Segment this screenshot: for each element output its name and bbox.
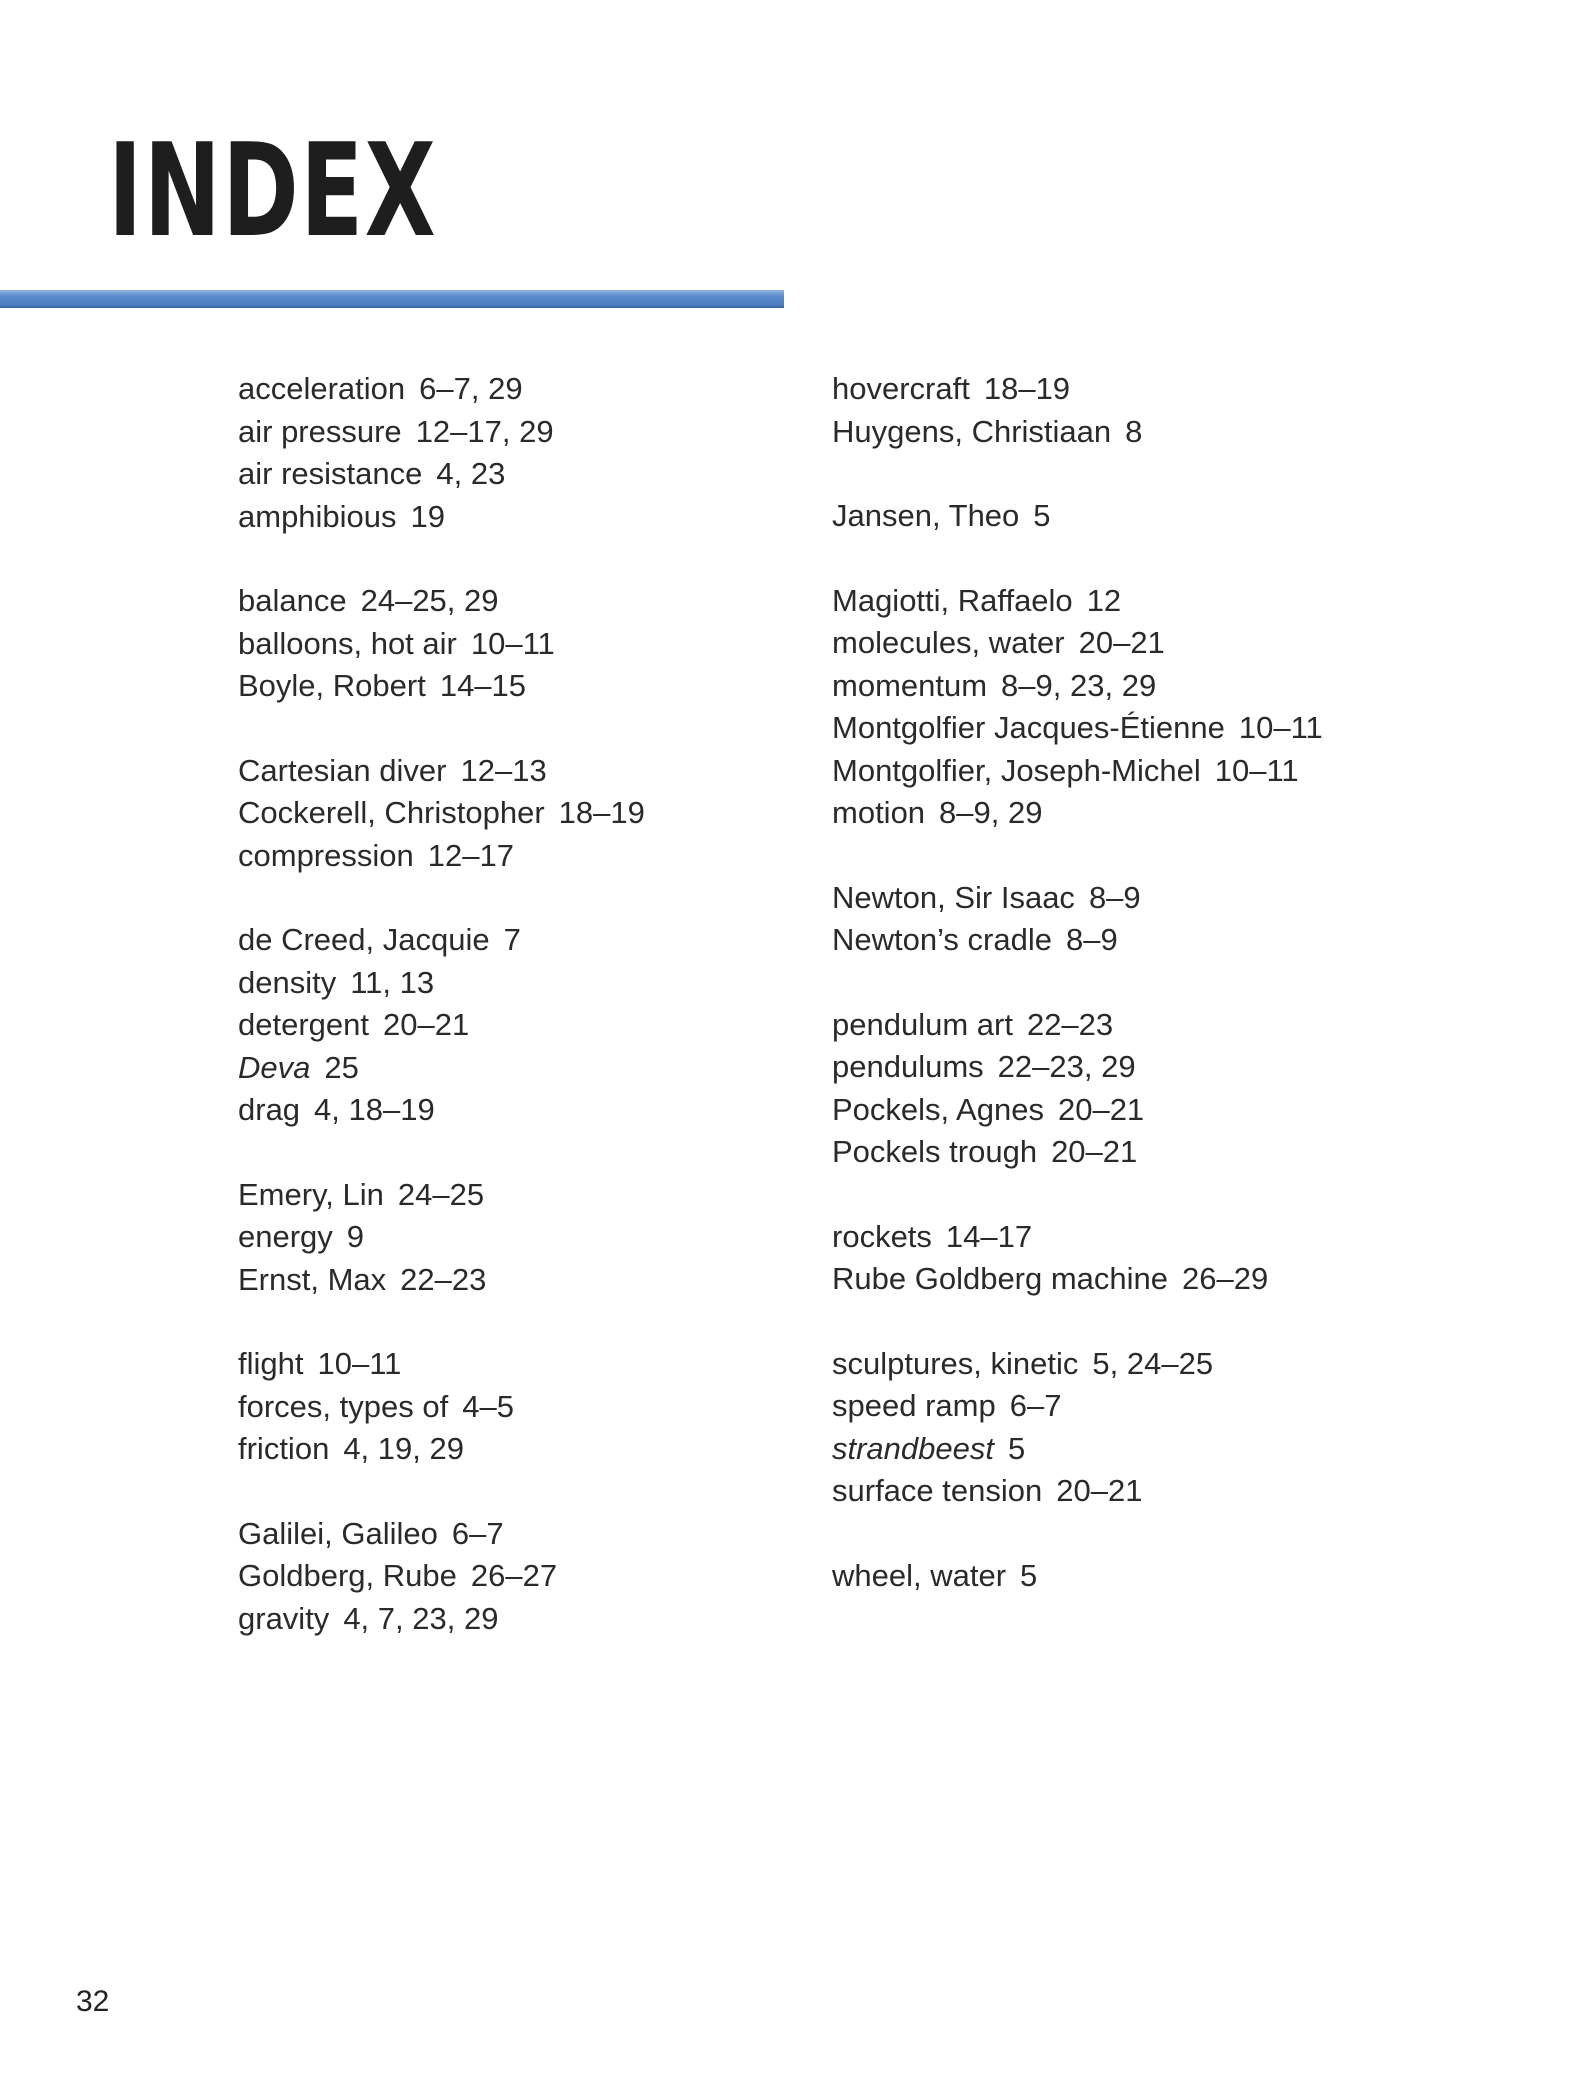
index-pages: 4, 19, 29 <box>343 1431 464 1466</box>
index-term: speed ramp <box>832 1388 996 1423</box>
index-pages: 12 <box>1086 582 1122 618</box>
index-entry <box>238 1089 645 1132</box>
index-term: forces, types of <box>238 1388 449 1424</box>
index-pages: 25 <box>324 1049 359 1085</box>
index-pages: 20–21 <box>1051 1134 1138 1169</box>
index-term: Pockels, Agnes <box>832 1091 1044 1127</box>
index-term: sculptures, kinetic <box>832 1345 1079 1381</box>
index-term: air pressure <box>238 413 402 449</box>
index-entry <box>832 495 1323 538</box>
index-term: density <box>238 964 337 1000</box>
index-entry <box>238 1259 645 1302</box>
index-entry <box>238 453 645 496</box>
index-entry <box>832 622 1323 665</box>
index-term: pendulums <box>832 1049 984 1084</box>
index-group <box>238 1343 645 1471</box>
index-pages: 10–11 <box>1238 710 1323 745</box>
index-pages: 8–9, 23, 29 <box>1001 667 1157 703</box>
index-term: friction <box>238 1431 330 1466</box>
index-pages: 6–7 <box>1009 1388 1062 1423</box>
index-term: Pockels trough <box>832 1134 1038 1169</box>
index-pages: 19 <box>410 498 446 534</box>
index-entry <box>832 1555 1323 1598</box>
index-term: balloons, hot air <box>238 625 457 661</box>
index-pages: 22–23 <box>1026 1006 1114 1042</box>
index-entry <box>238 750 645 793</box>
index-group <box>832 1216 1323 1301</box>
index-entry <box>238 1174 645 1217</box>
index-entry <box>832 792 1323 835</box>
index-pages: 20–21 <box>1056 1473 1143 1508</box>
index-pages: 14–17 <box>945 1218 1033 1254</box>
index-pages: 18–19 <box>558 795 645 830</box>
index-term: Montgolfier Jacques-Étienne <box>832 710 1225 745</box>
index-pages: 8–9, 29 <box>939 795 1043 830</box>
index-term: surface tension <box>832 1473 1043 1508</box>
index-pages: 12–13 <box>460 752 547 788</box>
index-entry <box>238 368 645 411</box>
index-entry <box>238 1386 645 1429</box>
index-pages: 26–29 <box>1182 1261 1269 1296</box>
index-entry <box>238 580 645 623</box>
index-term: balance <box>238 583 347 618</box>
index-entry <box>832 368 1323 411</box>
index-pages: 6–7, 29 <box>419 371 523 406</box>
index-entry <box>238 792 645 835</box>
index-term: drag <box>238 1092 301 1127</box>
index-entry <box>238 1343 645 1386</box>
index-pages: 22–23 <box>400 1261 487 1297</box>
index-pages: 14–15 <box>439 668 527 703</box>
index-term: Newton’s cradle <box>832 922 1052 957</box>
index-pages: 8 <box>1125 413 1143 449</box>
index-term: Goldberg, Rube <box>238 1558 457 1593</box>
index-pages: 4, 18–19 <box>314 1092 435 1127</box>
index-entry <box>832 411 1323 454</box>
index-term: Montgolfier, Joseph-Michel <box>832 752 1201 788</box>
index-pages: 18–19 <box>983 371 1071 406</box>
index-group <box>238 368 645 538</box>
index-pages: 10–11 <box>1214 752 1299 788</box>
index-pages: 5, 24–25 <box>1092 1345 1214 1381</box>
index-pages: 5 <box>1033 498 1051 533</box>
index-pages: 24–25, 29 <box>360 583 499 618</box>
index-term: detergent <box>238 1007 369 1042</box>
index-pages: 6–7 <box>451 1515 504 1551</box>
index-entry <box>238 1428 645 1471</box>
index-term: Magiotti, Raffaelo <box>832 582 1073 618</box>
index-group <box>238 919 645 1132</box>
index-pages: 5 <box>1020 1557 1038 1593</box>
index-pages: 11, 13 <box>350 964 435 1000</box>
index-group <box>238 580 645 708</box>
index-entry <box>832 1428 1323 1471</box>
title-rule <box>0 290 784 308</box>
index-pages: 5 <box>1008 1430 1026 1466</box>
index-term: pendulum art <box>832 1006 1013 1042</box>
index-group <box>832 1343 1323 1513</box>
index-entry <box>832 707 1323 750</box>
index-entry <box>238 665 645 708</box>
index-pages: 7 <box>503 922 521 957</box>
index-term: air resistance <box>238 456 423 491</box>
index-pages: 12–17, 29 <box>415 413 554 449</box>
index-term: Galilei, Galileo <box>238 1515 438 1551</box>
index-group <box>832 1004 1323 1174</box>
index-pages: 10–11 <box>470 625 555 661</box>
index-term: molecules, water <box>832 625 1065 660</box>
index-pages: 12–17 <box>427 837 514 873</box>
index-term: Newton, Sir Isaac <box>832 879 1075 915</box>
index-column-right <box>832 368 1323 1639</box>
index-entry <box>832 1046 1323 1089</box>
index-entry <box>238 962 645 1005</box>
index-pages: 10–11 <box>317 1346 402 1381</box>
index-entry <box>832 665 1323 708</box>
index-term: rockets <box>832 1218 932 1254</box>
index-term: Cockerell, Christopher <box>238 795 545 830</box>
index-term: Cartesian diver <box>238 752 447 788</box>
index-entry <box>832 1258 1323 1301</box>
index-entry <box>832 1385 1323 1428</box>
index-pages: 8–9 <box>1088 879 1141 915</box>
index-term: motion <box>832 795 926 830</box>
index-term: hovercraft <box>832 371 970 406</box>
index-entry <box>238 1047 645 1090</box>
index-term: de Creed, Jacquie <box>238 922 490 957</box>
index-pages: 24–25 <box>397 1176 485 1212</box>
index-entry <box>238 1004 645 1047</box>
index-entry <box>238 1513 645 1556</box>
index-pages: 4–5 <box>462 1388 514 1424</box>
index-pages: 8–9 <box>1065 922 1118 957</box>
index-pages: 4, 7, 23, 29 <box>343 1600 499 1636</box>
index-term: strandbeest <box>832 1430 994 1466</box>
index-term: gravity <box>238 1600 330 1636</box>
index-entry <box>832 919 1323 962</box>
index-entry <box>832 1004 1323 1047</box>
index-entry <box>832 1343 1323 1386</box>
index-column-left <box>238 368 645 1682</box>
index-pages: 26–27 <box>470 1558 558 1593</box>
index-entry <box>238 1216 645 1259</box>
index-term: Jansen, Theo <box>832 498 1020 533</box>
index-entry <box>238 623 645 666</box>
index-entry <box>238 835 645 878</box>
index-term: Ernst, Max <box>238 1261 387 1297</box>
index-term: compression <box>238 837 414 873</box>
index-group <box>832 580 1323 835</box>
index-entry <box>238 919 645 962</box>
index-entry <box>238 496 645 539</box>
index-entry <box>238 1555 645 1598</box>
index-term: acceleration <box>238 371 406 406</box>
index-entry <box>238 411 645 454</box>
index-pages: 22–23, 29 <box>997 1049 1136 1084</box>
index-group <box>238 1513 645 1641</box>
index-group <box>832 368 1323 453</box>
index-pages: 20–21 <box>1057 1091 1145 1127</box>
index-group <box>238 750 645 878</box>
index-group <box>238 1174 645 1302</box>
index-term: Emery, Lin <box>238 1176 384 1212</box>
index-entry <box>832 750 1323 793</box>
index-term: energy <box>238 1219 333 1254</box>
index-term: amphibious <box>238 498 397 534</box>
index-entry <box>238 1598 645 1641</box>
index-group <box>832 877 1323 962</box>
index-term: Huygens, Christiaan <box>832 413 1112 449</box>
page-title: INDEX <box>108 117 438 266</box>
index-term: momentum <box>832 667 988 703</box>
index-entry <box>832 1216 1323 1259</box>
index-entry <box>832 580 1323 623</box>
index-entry <box>832 1089 1323 1132</box>
index-term: wheel, water <box>832 1557 1007 1593</box>
index-term: Boyle, Robert <box>238 668 426 703</box>
index-entry <box>832 1470 1323 1513</box>
index-pages: 20–21 <box>383 1007 470 1042</box>
index-pages: 9 <box>346 1219 365 1254</box>
index-entry <box>832 1131 1323 1174</box>
index-pages: 4, 23 <box>436 456 506 491</box>
index-entry <box>832 877 1323 920</box>
index-group <box>832 1555 1323 1598</box>
index-pages: 20–21 <box>1078 625 1165 660</box>
index-group <box>832 495 1323 538</box>
index-term: Rube Goldberg machine <box>832 1261 1169 1296</box>
page-number: 32 <box>76 1985 110 2018</box>
index-term: Deva <box>238 1049 311 1085</box>
index-term: flight <box>238 1346 304 1381</box>
